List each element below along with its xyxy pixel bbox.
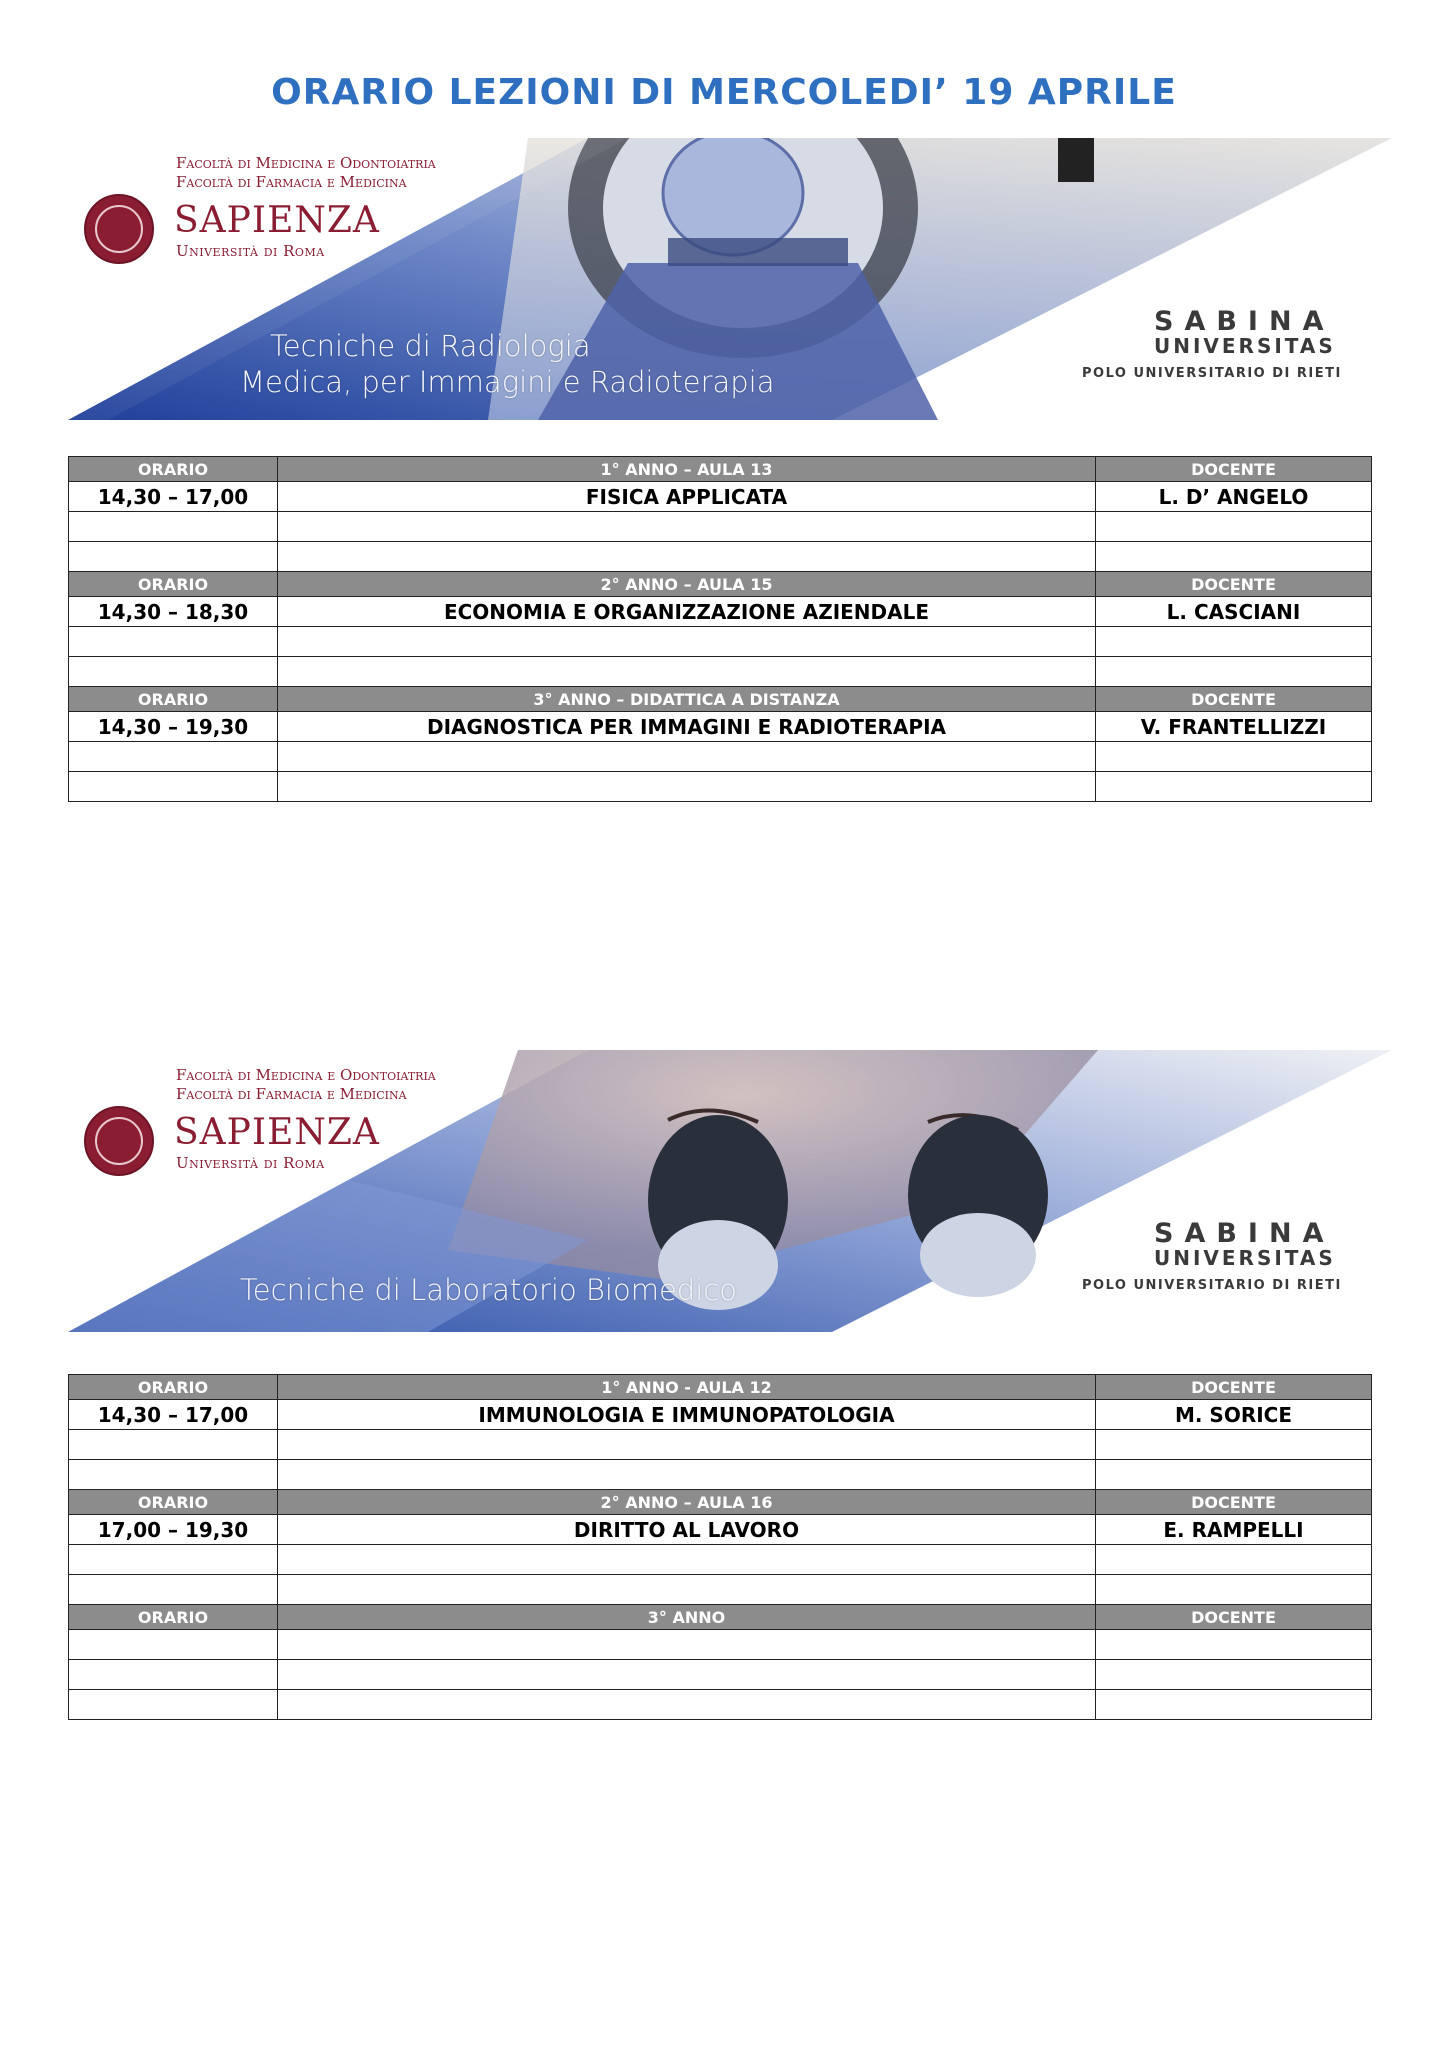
table-header-row <box>69 1375 1372 1400</box>
cell-time <box>69 742 278 772</box>
sabina-tagline: POLO UNIVERSITARIO DI RIETI <box>1082 1278 1342 1293</box>
table-row <box>69 1545 1372 1575</box>
table-row <box>69 482 1372 512</box>
table-row <box>69 1515 1372 1545</box>
sabina-word-sabina: SABINA <box>1154 1218 1335 1249</box>
table-row <box>69 1460 1372 1490</box>
table-header-row <box>69 1605 1372 1630</box>
cell-subject <box>278 1430 1096 1460</box>
cell-time <box>69 1460 278 1490</box>
sapienza-subtitle: Università di Roma <box>176 242 325 260</box>
sabina-word-sabina: SABINA <box>1154 306 1335 337</box>
cell-teacher <box>1096 1630 1372 1660</box>
header-subject: 1° ANNO - AULA 12 <box>278 1375 1096 1400</box>
cell-subject <box>278 1460 1096 1490</box>
cell-teacher <box>1096 1430 1372 1460</box>
header-subject: 3° ANNO – DIDATTICA A DISTANZA <box>278 687 1096 712</box>
sabina-logo <box>1070 1216 1376 1293</box>
header-teacher: DOCENTE <box>1096 457 1372 482</box>
table-row <box>69 627 1372 657</box>
cell-time: 14,30 – 19,30 <box>69 712 278 742</box>
table-row <box>69 1660 1372 1690</box>
sapienza-seal-icon <box>84 1106 154 1176</box>
cell-time <box>69 1660 278 1690</box>
cell-time <box>69 542 278 572</box>
cell-time <box>69 1430 278 1460</box>
cell-subject <box>278 657 1096 687</box>
header-teacher: DOCENTE <box>1096 1605 1372 1630</box>
sapienza-faculty-1: Facoltà di Medicina e Odontoiatria <box>176 154 436 172</box>
cell-time <box>69 1630 278 1660</box>
sapienza-subtitle: Università di Roma <box>176 1154 325 1172</box>
table-row <box>69 712 1372 742</box>
cell-teacher <box>1096 742 1372 772</box>
cell-subject <box>278 742 1096 772</box>
sapienza-name: SAPIENZA <box>174 200 380 241</box>
cell-teacher: V. FRANTELLIZZI <box>1096 712 1372 742</box>
header-teacher: DOCENTE <box>1096 1490 1372 1515</box>
course-title-line1: Tecniche di Laboratorio Biomedico <box>240 1273 737 1307</box>
cell-subject <box>278 512 1096 542</box>
cell-teacher <box>1096 772 1372 802</box>
cell-teacher: M. SORICE <box>1096 1400 1372 1430</box>
sapienza-seal-icon <box>84 194 154 264</box>
cell-teacher: E. RAMPELLI <box>1096 1515 1372 1545</box>
sabina-word-universitas: UNIVERSITAS <box>1154 334 1336 358</box>
cell-subject: ECONOMIA E ORGANIZZAZIONE AZIENDALE <box>278 597 1096 627</box>
sabina-word-universitas: UNIVERSITAS <box>1154 1246 1336 1270</box>
header-teacher: DOCENTE <box>1096 572 1372 597</box>
header-time: ORARIO <box>69 1375 278 1400</box>
cell-subject: DIAGNOSTICA PER IMMAGINI E RADIOTERAPIA <box>278 712 1096 742</box>
cell-time: 17,00 – 19,30 <box>69 1515 278 1545</box>
cell-time <box>69 657 278 687</box>
table-header-row <box>69 687 1372 712</box>
header-subject: 2° ANNO – AULA 16 <box>278 1490 1096 1515</box>
table-row <box>69 772 1372 802</box>
header-teacher: DOCENTE <box>1096 1375 1372 1400</box>
cell-subject: IMMUNOLOGIA E IMMUNOPATOLOGIA <box>278 1400 1096 1430</box>
cell-subject <box>278 627 1096 657</box>
cell-teacher: L. CASCIANI <box>1096 597 1372 627</box>
cell-time: 14,30 – 17,00 <box>69 1400 278 1430</box>
sapienza-name: SAPIENZA <box>174 1112 380 1153</box>
cell-teacher <box>1096 1660 1372 1690</box>
table-header-row <box>69 1490 1372 1515</box>
cell-time: 14,30 – 18,30 <box>69 597 278 627</box>
table-row <box>69 1430 1372 1460</box>
cell-time <box>69 1690 278 1720</box>
table-row <box>69 1630 1372 1660</box>
table-row <box>69 542 1372 572</box>
cell-subject <box>278 1690 1096 1720</box>
cell-teacher: L. D’ ANGELO <box>1096 482 1372 512</box>
table-row <box>69 1575 1372 1605</box>
cell-subject: DIRITTO AL LAVORO <box>278 1515 1096 1545</box>
cell-teacher <box>1096 1460 1372 1490</box>
cell-time <box>69 772 278 802</box>
cell-subject <box>278 1660 1096 1690</box>
cell-teacher <box>1096 512 1372 542</box>
cell-subject <box>278 1575 1096 1605</box>
cell-subject <box>278 1630 1096 1660</box>
course-title-line2: Medica, per Immagini e Radioterapia <box>240 365 775 399</box>
cell-subject <box>278 1545 1096 1575</box>
header-time: ORARIO <box>69 1605 278 1630</box>
table-row <box>69 512 1372 542</box>
sapienza-faculty-2: Facoltà di Farmacia e Medicina <box>176 173 407 191</box>
table-row <box>69 657 1372 687</box>
table-header-row <box>69 457 1372 482</box>
sabina-logo <box>1070 304 1376 381</box>
table-row <box>69 742 1372 772</box>
cell-teacher <box>1096 1575 1372 1605</box>
table-row <box>69 1400 1372 1430</box>
sabina-tagline: POLO UNIVERSITARIO DI RIETI <box>1082 366 1342 381</box>
sapienza-faculty-1: Facoltà di Medicina e Odontoiatria <box>176 1066 436 1084</box>
header-time: ORARIO <box>69 572 278 597</box>
schedule-table-radiologia <box>68 456 1372 802</box>
header-subject: 1° ANNO – AULA 13 <box>278 457 1096 482</box>
header-time: ORARIO <box>69 457 278 482</box>
cell-teacher <box>1096 1545 1372 1575</box>
cell-teacher <box>1096 657 1372 687</box>
cell-teacher <box>1096 542 1372 572</box>
sapienza-faculty-2: Facoltà di Farmacia e Medicina <box>176 1085 407 1103</box>
table-row <box>69 597 1372 627</box>
course-title-line1: Tecniche di Radiologia <box>270 329 591 363</box>
cell-time <box>69 627 278 657</box>
cell-teacher <box>1096 627 1372 657</box>
banner-radiologia <box>68 138 1392 420</box>
cell-time <box>69 512 278 542</box>
schedule-table-laboratorio <box>68 1374 1372 1720</box>
cell-subject <box>278 772 1096 802</box>
header-time: ORARIO <box>69 687 278 712</box>
cell-time: 14,30 – 17,00 <box>69 482 278 512</box>
cell-subject: FISICA APPLICATA <box>278 482 1096 512</box>
table-header-row <box>69 572 1372 597</box>
header-subject: 2° ANNO – AULA 15 <box>278 572 1096 597</box>
header-time: ORARIO <box>69 1490 278 1515</box>
cell-time <box>69 1545 278 1575</box>
page-title: ORARIO LEZIONI DI MERCOLEDI’ 19 APRILE <box>271 72 1177 113</box>
header-teacher: DOCENTE <box>1096 687 1372 712</box>
cell-subject <box>278 542 1096 572</box>
banner-laboratorio <box>68 1050 1392 1332</box>
cell-teacher <box>1096 1690 1372 1720</box>
header-subject: 3° ANNO <box>278 1605 1096 1630</box>
cell-time <box>69 1575 278 1605</box>
table-row <box>69 1690 1372 1720</box>
